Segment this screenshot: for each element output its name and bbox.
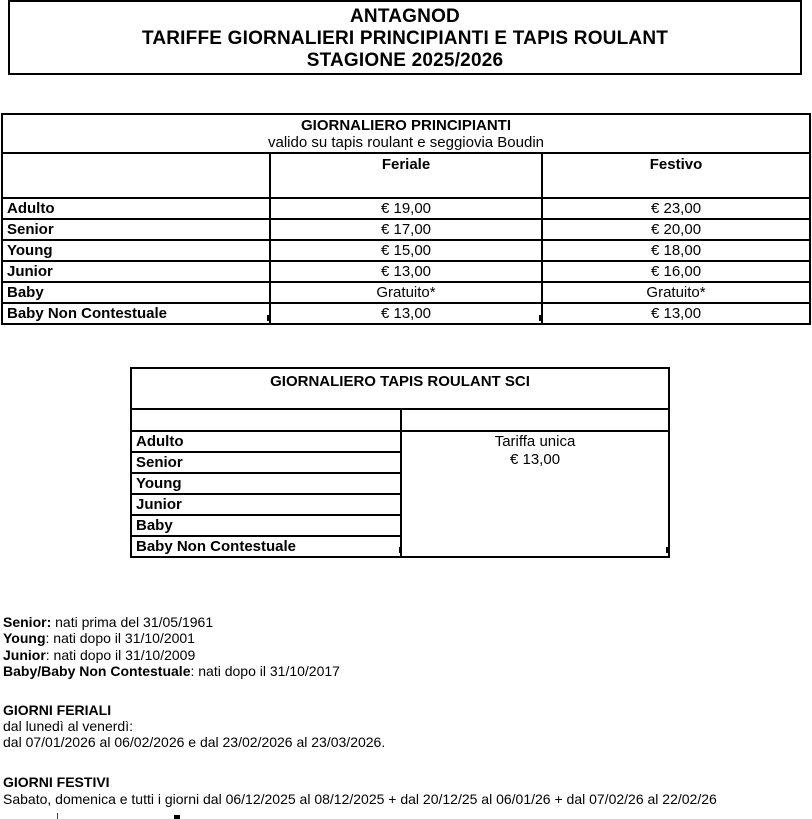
feriale-value-cell: € 13,00 [270,303,542,324]
festivo-value-cell: € 16,00 [542,261,810,282]
feriale-value-cell: € 15,00 [270,240,542,261]
table1-header-row [2,153,810,198]
table-row [2,261,810,282]
cutoff-table-edge [57,813,58,819]
note-junior [3,647,340,663]
feriale-value-cell: Gratuito* [270,282,542,303]
giorni-feriali-section [3,702,385,751]
feriale-value-cell: € 19,00 [270,198,542,219]
row-label-cell: Baby [131,515,401,536]
note-junior-text: : nati dopo il 31/10/2009 [45,646,196,663]
tariff-unica-price: € 13,00 [509,451,561,468]
table-giornaliero-tapis-roulant [130,367,670,558]
header-document-title: TARIFFE GIORNALIERI PRINCIPIANTI E TAPIS ROULANT [141,28,669,49]
table-row [2,219,810,240]
note-junior-label: Junior [3,646,46,663]
table2-title-row [131,368,669,409]
festivo-value-cell: Gratuito* [542,282,810,303]
festivo-value-cell: € 13,00 [542,303,810,324]
header-resort-name: ANTAGNOD [350,6,460,27]
note-young-label: Young [3,630,46,647]
table1-col-feriale: Feriale [270,153,542,198]
note-senior-label: Senior: [3,614,52,630]
row-label-cell: Adulto [2,198,270,219]
table2-empty-cell [401,409,669,431]
table1-empty-header-cell [2,153,270,198]
note-senior [3,614,340,630]
table2-empty-row [131,409,669,431]
table-row [2,198,810,219]
giorni-festivi-section [3,774,717,808]
giorni-festivi-title: GIORNI FESTIVI [3,774,110,790]
row-label-cell: Young [2,240,270,261]
festivo-value-cell: € 23,00 [542,198,810,219]
table1-title: GIORNALIERO PRINCIPIANTI [301,117,512,134]
row-label-cell: Young [131,473,401,494]
giorni-feriali-line1: dal lunedì al venerdì: [3,718,133,735]
note-baby-label: Baby/Baby Non Contestuale [3,663,191,680]
giorni-feriali-line2: dal 07/01/2026 al 06/02/2026 e dal 23/02/2026 al 23/03/2026. [3,734,386,751]
note-baby-text: : nati dopo il 31/10/2017 [190,663,340,680]
table-row [2,240,810,261]
tariff-unica-label: Tariffa unica [494,433,576,450]
row-label-cell: Junior [2,261,270,282]
table-row [2,303,810,324]
row-label-cell: Senior [2,219,270,240]
row-label-cell: Adulto [131,431,401,452]
row-label-cell: Baby Non Contestuale [2,303,270,324]
note-young [3,630,340,646]
table1-title-cell [2,114,810,153]
festivo-value-cell: € 20,00 [542,219,810,240]
giorni-festivi-line1: Sabato, domenica e tutti i giorni dal 06/12/2025 al 08/12/2025 + dal 20/12/25 al 06/01/26 + dal 07/02/26 al 22/02/26 [3,791,717,807]
note-senior-text: nati prima del 31/05/1961 [51,614,214,630]
row-label-cell: Junior [131,494,401,515]
document-header [8,0,802,75]
table1-title-row [2,114,810,153]
feriale-value-cell: € 13,00 [270,261,542,282]
tariff-unica-cell [401,431,669,557]
row-label-cell: Baby [2,282,270,303]
giorni-feriali-title: GIORNI FERIALI [3,702,112,718]
cutoff-table-edge [174,815,180,819]
row-label-cell: Senior [131,452,401,473]
table-border-stub [399,547,401,553]
table-row [131,431,669,452]
festivo-value-cell: € 18,00 [542,240,810,261]
age-notes [3,614,340,680]
table-giornaliero-principianti [1,113,811,325]
table2-title: GIORNALIERO TAPIS ROULANT SCI [131,368,669,409]
table-border-stub [539,315,541,321]
feriale-value-cell: € 17,00 [270,219,542,240]
table1-subtitle: valido su tapis roulant e seggiovia Boudin [268,134,545,151]
note-baby [3,663,340,679]
row-label-cell: Baby Non Contestuale [131,536,401,557]
table-border-stub [267,315,269,321]
table-border-stub [666,547,668,553]
note-young-text: : nati dopo il 31/10/2001 [45,630,195,647]
table1-col-festivo: Festivo [542,153,810,198]
table2-empty-cell [131,409,401,431]
header-season: STAGIONE 2025/2026 [306,50,504,71]
table-row [2,282,810,303]
